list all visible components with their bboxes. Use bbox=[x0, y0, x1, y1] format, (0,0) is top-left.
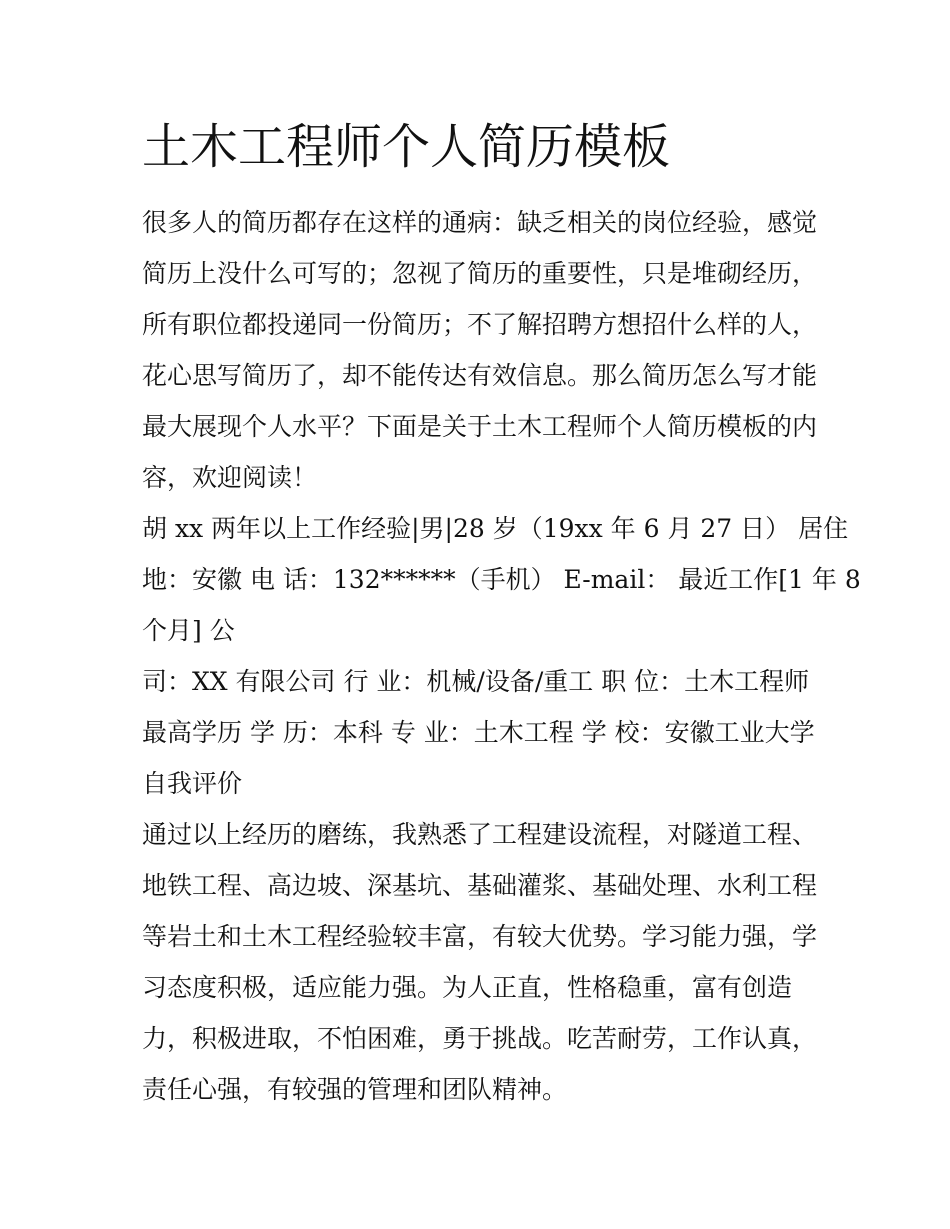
body-line: 简历上没什么可写的；忽视了简历的重要性，只是堆砌经历， bbox=[142, 259, 818, 288]
body-line: 最大展现个人水平？下面是关于土木工程师个人简历模板的内 bbox=[142, 412, 818, 441]
document-title: 土木工程师个人简历模板 bbox=[142, 119, 671, 175]
resume-info-line: 最高学历 学 历：本科 专 业：土木工程 学 校：安徽工业大学 bbox=[142, 718, 815, 747]
body-line: 等岩土和土木工程经验较丰富，有较大优势。学习能力强，学 bbox=[142, 922, 818, 951]
body-line: 容，欢迎阅读！ bbox=[142, 463, 318, 492]
body-line: 花心思写简历了，却不能传达有效信息。那么简历怎么写才能 bbox=[142, 361, 818, 390]
body-line: 力，积极进取，不怕困难，勇于挑战。吃苦耐劳，工作认真， bbox=[142, 1024, 818, 1053]
resume-info-line: 司：XX 有限公司 行 业：机械/设备/重工 职 位：土木工程师 bbox=[142, 667, 810, 696]
resume-info-line: 个月] 公 bbox=[142, 616, 235, 645]
document-body bbox=[142, 197, 861, 1115]
body-line: 很多人的简历都存在这样的通病：缺乏相关的岗位经验，感觉 bbox=[142, 208, 818, 237]
body-line: 地铁工程、高边坡、深基坑、基础灌浆、基础处理、水利工程 bbox=[142, 871, 818, 900]
body-line: 习态度积极，适应能力强。为人正直，性格稳重，富有创造 bbox=[142, 973, 793, 1002]
resume-info-line: 地：安徽 电 话：132******（手机） E-mail： 最近工作[1 年 8 bbox=[142, 565, 861, 594]
document-page bbox=[142, 112, 861, 1115]
body-line: 通过以上经历的磨练，我熟悉了工程建设流程，对隧道工程、 bbox=[142, 820, 818, 849]
body-line: 所有职位都投递同一份简历；不了解招聘方想招什么样的人， bbox=[142, 310, 818, 339]
resume-info-line: 胡 xx 两年以上工作经验|男|28 岁（19xx 年 6 月 27 日） 居住 bbox=[142, 514, 849, 543]
section-heading: 自我评价 bbox=[142, 769, 243, 798]
body-line: 责任心强，有较强的管理和团队精神。 bbox=[142, 1075, 568, 1104]
